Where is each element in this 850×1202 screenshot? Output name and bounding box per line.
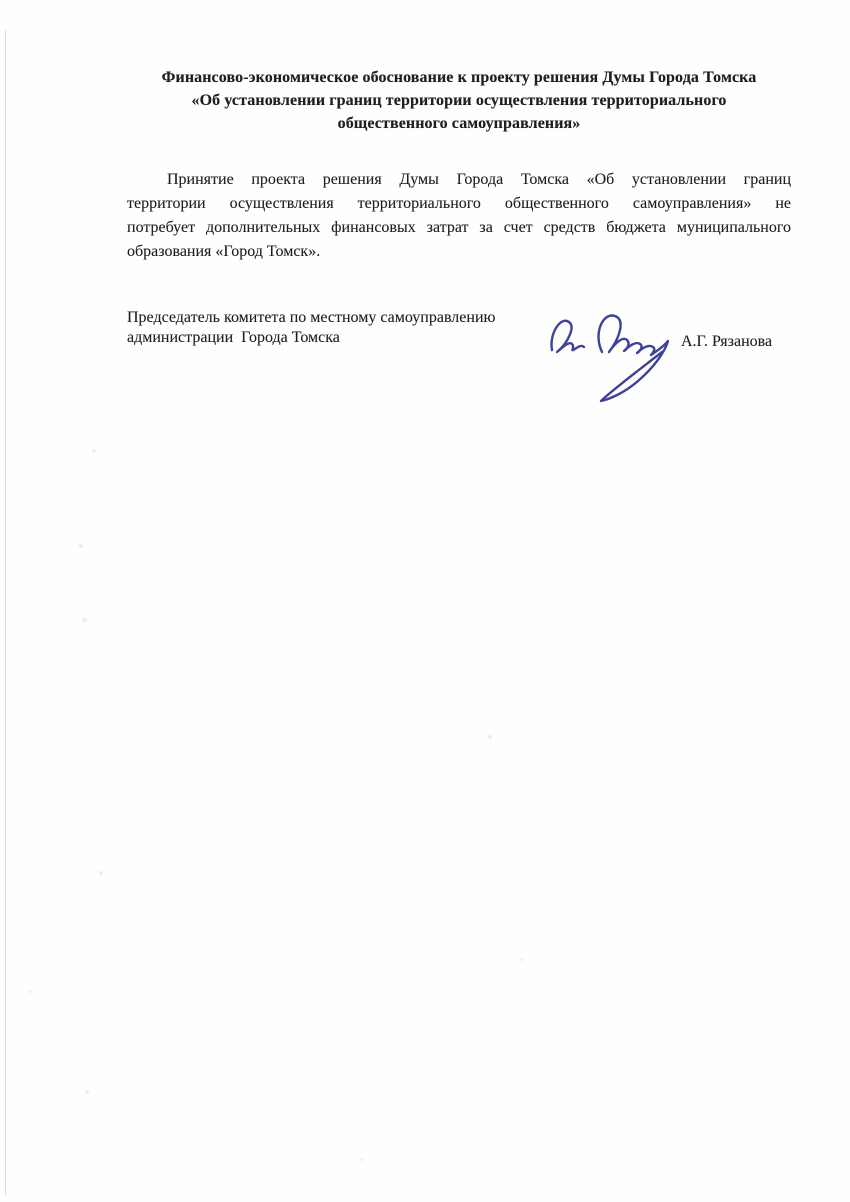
title-line-3: общественного самоуправления» [337,115,581,132]
signature-position-title [127,308,547,348]
scan-speck [78,544,83,548]
scan-speck [520,958,523,961]
signature-position-line-1: Председатель комитета по местному самоуправлению [127,309,496,326]
scan-speck [29,990,32,993]
signature-stroke-2 [599,316,668,401]
body-line: образования «Город Томск». [127,243,321,260]
scan-speck [488,735,492,739]
title-line-1: Финансово-экономическое обоснование к проекту решения Думы Города Томска [161,69,757,86]
title-line-2: «Об установлении границ территории осуществления территориального [191,92,727,109]
scan-speck [82,618,87,622]
document-body-paragraph [127,168,791,264]
body-line: территории осуществления территориального общественного самоуправления» не [127,195,791,212]
signer-name: А.Г. Рязанова [681,333,773,350]
handwritten-signature-icon [538,308,684,404]
body-line: потребует дополнительных финансовых затрат за счет средств бюджета муниципального [127,219,791,236]
scan-speck [85,1090,89,1094]
scan-speck [99,871,103,875]
document-title [127,66,791,135]
signature-stroke-1 [552,321,584,352]
signature-position-line-2: администрации Города Томска [127,329,340,346]
scan-speck [360,1158,363,1161]
scan-speck [92,449,96,452]
scan-edge-artifact [5,30,6,1195]
body-line: Принятие проекта решения Думы Города Томска «Об установлении границ [167,171,791,188]
